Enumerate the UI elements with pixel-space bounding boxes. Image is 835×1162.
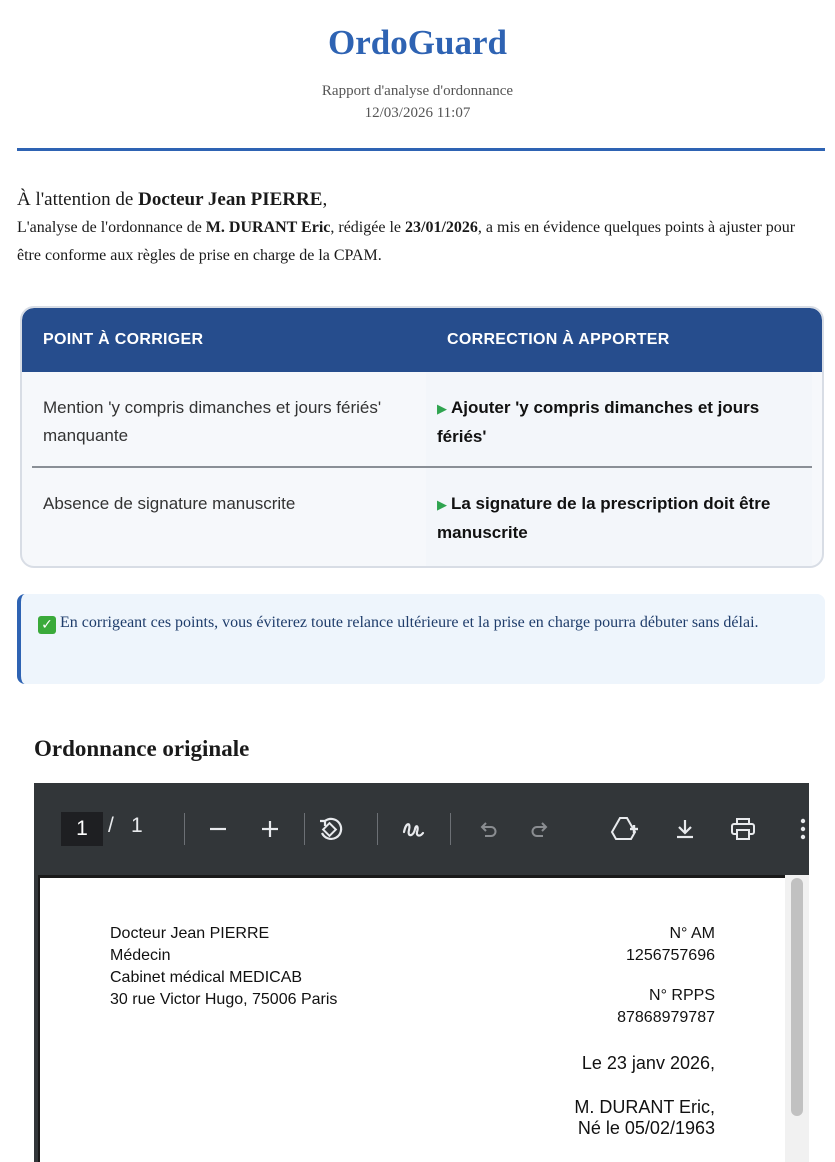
correction-text: La signature de la prescription doit être manuscrite (437, 494, 771, 542)
page-total: 1 (131, 814, 143, 837)
annotate-icon[interactable] (398, 814, 428, 844)
check-icon: ✓ (38, 616, 56, 634)
prescriber-line: Médecin (110, 947, 171, 964)
toolbar-divider (450, 813, 451, 845)
arrow-right-icon: ▶ (437, 401, 447, 416)
scrollbar[interactable] (785, 875, 809, 1162)
prescriber-line: Cabinet médical MEDICAB (110, 969, 303, 986)
zoom-in-icon[interactable] (255, 814, 285, 844)
point-cell: Mention 'y compris dimanches et jours fériés' manquante (43, 398, 382, 445)
prescription-date: 23/01/2026 (405, 219, 478, 236)
spacer (617, 967, 715, 985)
greeting-prefix: À l'attention de (17, 189, 139, 210)
scrollbar-thumb[interactable] (791, 878, 803, 1116)
info-notice (17, 594, 825, 684)
header-divider (17, 148, 825, 151)
patient-name: M. DURANT Eric (205, 219, 331, 236)
rpps-value: 87868979787 (617, 1009, 715, 1026)
report-header (0, 0, 835, 124)
toolbar-divider (184, 813, 185, 845)
intro-part: , a mis en évidence quelques points à ajuster pour être conforme aux règles de prise en charge de la CPAM. (17, 219, 796, 264)
pdf-viewer (34, 783, 809, 1162)
greeting-suffix: , (322, 189, 328, 210)
zoom-out-icon[interactable] (203, 814, 233, 844)
toolbar-divider (377, 813, 378, 845)
patient-block (574, 1097, 715, 1139)
pdf-toolbar (34, 783, 809, 875)
intro-part: , rédigée le (330, 219, 405, 236)
prescriber-line: 30 rue Victor Hugo, 75006 Paris (110, 991, 338, 1008)
report-subtitle: Rapport d'analyse d'ordonnance (321, 83, 514, 99)
page-number-input[interactable]: 1 (61, 812, 103, 846)
identifier-block (617, 923, 715, 1029)
document-date: Le 23 janv 2026, (581, 1053, 715, 1073)
column-header-point: POINT À CORRIGER (43, 331, 204, 348)
download-icon[interactable] (670, 814, 700, 844)
patient-birth-line: Né le 05/02/1963 (577, 1118, 715, 1138)
table-row (32, 372, 812, 468)
am-value: 1256757696 (626, 947, 715, 964)
undo-icon[interactable] (473, 814, 503, 844)
correction-text: Ajouter 'y compris dimanches et jours fériés' (437, 398, 760, 446)
intro-paragraph (17, 214, 807, 270)
column-header-correction: CORRECTION À APPORTER (447, 331, 670, 348)
prescriber-block (110, 923, 337, 1011)
table-row (32, 468, 812, 566)
section-title: Ordonnance originale (34, 736, 250, 761)
prescriber-line: Docteur Jean PIERRE (110, 925, 270, 942)
intro-part: L'analyse de l'ordonnance de (17, 219, 206, 236)
more-icon[interactable] (788, 814, 809, 844)
toolbar-divider (304, 813, 305, 845)
doctor-name: Docteur Jean PIERRE (138, 189, 323, 210)
notice-text: En corrigeant ces points, vous éviterez toute relance ultérieure et la prise en charge pourra débuter sans délai. (60, 614, 759, 631)
table-header (22, 308, 822, 372)
redo-icon[interactable] (525, 814, 555, 844)
patient-name-line: M. DURANT Eric, (574, 1097, 715, 1117)
point-cell: Absence de signature manuscrite (43, 494, 296, 513)
arrow-right-icon: ▶ (437, 497, 447, 512)
page-separator: / (108, 814, 114, 837)
print-icon[interactable] (728, 814, 758, 844)
rpps-label: N° RPPS (649, 987, 715, 1004)
am-label: N° AM (669, 925, 715, 942)
correction-cell (426, 468, 812, 566)
report-timestamp: 12/03/2026 11:07 (364, 105, 471, 121)
add-drive-icon[interactable] (610, 814, 640, 844)
greeting (17, 186, 807, 214)
intro-text (17, 186, 807, 270)
correction-cell (426, 372, 812, 466)
brand-title: OrdoGuard (328, 23, 507, 62)
pdf-page (38, 875, 785, 1162)
rotate-icon[interactable] (315, 814, 345, 844)
corrections-table (20, 306, 824, 568)
